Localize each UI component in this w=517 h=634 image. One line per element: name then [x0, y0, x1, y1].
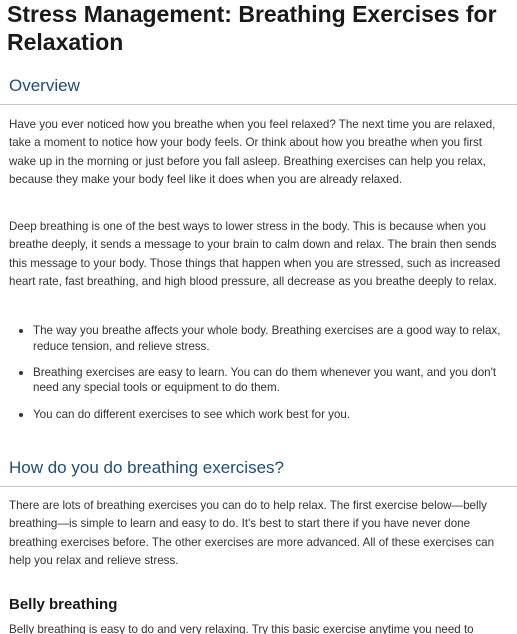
- bullet-dot-icon: [19, 371, 23, 375]
- bullet-dot-icon: [19, 329, 23, 333]
- overview-paragraph-2: Deep breathing is one of the best ways to lower stress in the body. This is because when you breathe deeply, it sends a message to your brain to calm down and relax. The brain then sends this message to your body. Those things that happen when you are stressed, such as increased heart rate, fast breathing, and high blood pressure, all decrease as you breathe deeply to relax.: [9, 220, 501, 289]
- overview-heading: Overview: [9, 76, 80, 95]
- overview-bullet-list: [9, 323, 507, 433]
- how-to-divider: [0, 486, 517, 487]
- list-item-text: You can do different exercises to see which work best for you.: [33, 407, 351, 421]
- list-item-text: Breathing exercises are easy to learn. You can do them whenever you want, and you don't need any special tools or equipment to do them.: [33, 365, 497, 395]
- list-item: [9, 323, 507, 354]
- overview-divider: [0, 104, 517, 105]
- bullet-dot-icon: [19, 413, 23, 417]
- list-item: [9, 407, 507, 423]
- belly-breathing-heading: Belly breathing: [9, 596, 118, 613]
- belly-breathing-paragraph: Belly breathing is easy to do and very relaxing. Try this basic exercise anytime you need to: [9, 623, 474, 634]
- how-to-heading: How do you do breathing exercises?: [9, 458, 284, 477]
- list-item-text: The way you breathe affects your whole body. Breathing exercises are a good way to relax, reduce tension, and relieve stress.: [33, 324, 501, 353]
- page-title: Stress Management: Breathing Exercises for Relaxation: [7, 1, 497, 55]
- overview-paragraph-1: Have you ever noticed how you breathe when you feel relaxed? The next time you are relaxed, take a moment to notice how your body feels. Or think about how you breathe when you first wake up in the morning or just before you fall asleep. Breathing exercises can help you relax, because they make your body feel like it does when you are already relaxed.: [9, 118, 496, 187]
- how-to-paragraph: There are lots of breathing exercises you can do to help relax. The first exercise below—belly breathing—is simple to learn and easy to do. It's best to start there if you have never done breathing exercises before. The other exercises are more advanced. All of these exercises can help you relax and relieve stress.: [9, 499, 495, 568]
- list-item: [9, 365, 507, 396]
